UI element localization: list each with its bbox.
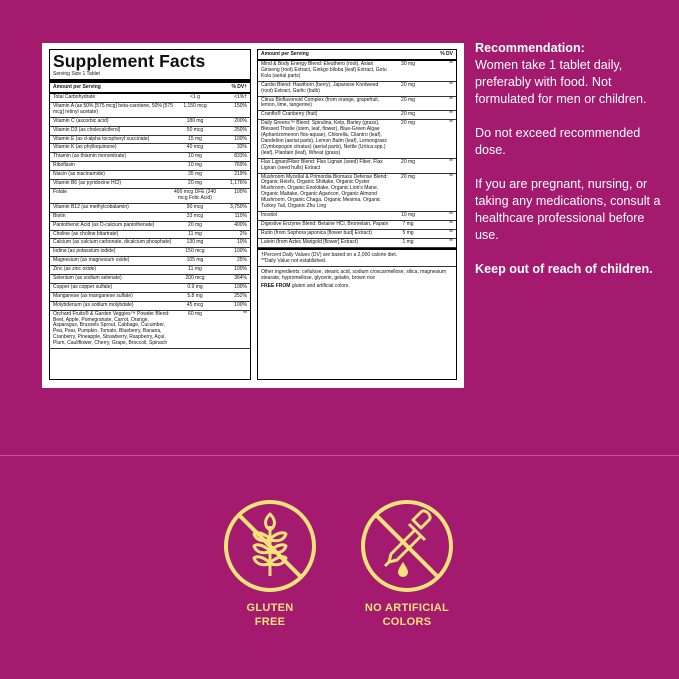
nutrient-name: Daily Greens™ Blend: Spirulina, Kelp, Barley (grass), Blessed Thistle (stem, leaf, flower), Blue-Green Algae (Aphanizomenon flos-aquae), Chlorella, Cilantro (leaf), Dandelion (aerial parts), Lemon Balm (leaf), Lemongrass (Cymbopogon citratus) (aerial parts), Nettle (Urtica spp.) (leaf), Plantain (leaf), Wheat (grass) bbox=[261, 120, 387, 156]
nutrient-amount: 11 mg bbox=[188, 266, 202, 273]
nutrient-amount: 60 mg bbox=[188, 310, 202, 317]
nutrient-dv: ** bbox=[449, 220, 453, 227]
nutrient-amount: 15 mg bbox=[188, 135, 202, 142]
nutrient-dv: 100% bbox=[234, 301, 247, 308]
facts-row bbox=[258, 212, 456, 221]
nutrient-amount: 0.9 mg bbox=[187, 283, 203, 290]
facts-row bbox=[50, 266, 250, 275]
nutrient-amount: 40 mcg bbox=[186, 144, 204, 151]
facts-row bbox=[50, 284, 250, 293]
facts-row bbox=[50, 118, 250, 127]
supplement-facts-panel bbox=[42, 43, 464, 388]
nutrient-name: Vitamin K (as phylloquinone) bbox=[53, 144, 117, 151]
nutrient-dv: ** bbox=[449, 173, 453, 180]
nutrient-amount: 200 mcg bbox=[185, 275, 205, 282]
nutrient-amount: 10 mg bbox=[188, 153, 202, 160]
nutrient-amount: 20 mg bbox=[401, 173, 415, 180]
free-from-text: gluten and artificial colors. bbox=[291, 282, 350, 289]
no-artificial-colors-icon bbox=[359, 498, 455, 594]
nutrient-amount: 20 mg bbox=[401, 111, 415, 118]
nutrient-name: Cardio Blend: Hawthorn (berry), Japanese Knotweed (root) Extract, Garlic (bulb) bbox=[261, 81, 379, 94]
nutrient-amount: <1 g bbox=[190, 94, 200, 100]
facts-row bbox=[50, 239, 250, 248]
nutrient-amount: 5.8 mg bbox=[187, 292, 203, 299]
nutrient-dv: ** bbox=[449, 61, 453, 67]
header-dv: % DV† bbox=[231, 84, 247, 90]
gluten-free-line2: FREE bbox=[254, 616, 286, 628]
nutrient-dv: 150% bbox=[234, 102, 247, 109]
nutrient-name: Total Carbohydrate bbox=[53, 94, 96, 100]
nutrient-name: Vitamin B12 (as methylcobalamin) bbox=[53, 203, 129, 210]
nutrient-amount: 105 mg bbox=[186, 257, 204, 264]
nutrient-name: Iodine (as potassium iodide) bbox=[53, 248, 116, 255]
facts-title: Supplement Facts bbox=[53, 51, 206, 71]
nutrient-amount: 1,150 mcg bbox=[183, 102, 207, 109]
gluten-free-line1: GLUTEN bbox=[246, 602, 294, 614]
nutrient-name: Molybdenum (as sodium molybdate) bbox=[53, 301, 134, 308]
section-divider bbox=[0, 455, 679, 456]
nutrient-amount: 20 mg bbox=[188, 180, 202, 187]
nutrient-name: Niacin (as niacinamide) bbox=[53, 171, 105, 178]
free-from-label: FREE FROM bbox=[261, 282, 291, 289]
nutrient-name: Vitamin E (as d-alpha tocopheryl succinate) bbox=[53, 135, 150, 142]
nutrient-dv: 219% bbox=[234, 171, 247, 178]
facts-row bbox=[50, 231, 250, 240]
serving-size: Serving Size 1 Tablet bbox=[50, 70, 250, 83]
nutrient-dv: 100% bbox=[234, 248, 247, 255]
nutrient-amount: 150 mcg bbox=[185, 248, 205, 255]
nutrient-amount: 20 mg bbox=[401, 120, 415, 127]
header-amount: Amount per Serving bbox=[53, 84, 101, 90]
nutrient-dv: 100% bbox=[234, 188, 247, 195]
other-ingredients: Other ingredients: cellulose, stearic acid, sodium croscarmellose, silica, magnesium stearate, hypromellose, glycerin, gelatin, brown rice bbox=[261, 268, 447, 281]
nutrient-name: Magnesium (as magnesium oxide) bbox=[53, 257, 130, 264]
nutrient-dv: 100% bbox=[234, 266, 247, 273]
nutrient-dv: 252% bbox=[234, 292, 247, 299]
dose-warning: Do not exceed recommended dose. bbox=[475, 126, 641, 157]
no-artificial-colors-label bbox=[347, 601, 467, 629]
nutrient-dv: 200% bbox=[234, 117, 247, 124]
recommendation-text: Women take 1 tablet daily, preferably with food. Not formulated for men or children. bbox=[475, 58, 647, 106]
nutrient-name: Biotin bbox=[53, 212, 66, 219]
nutrient-amount: 20 mg bbox=[401, 81, 415, 88]
gluten-free-label bbox=[215, 601, 325, 629]
nutrient-name: Rutin (from Sophora japonica [flower bud] Extract) bbox=[261, 229, 372, 236]
nutrient-dv: ** bbox=[449, 96, 453, 103]
nutrient-name: Copper (as copper sulfate) bbox=[53, 283, 113, 290]
facts-row bbox=[258, 174, 456, 212]
facts-row bbox=[50, 136, 250, 145]
nutrient-dv: ** bbox=[449, 238, 453, 245]
nutrient-dv: ** bbox=[449, 158, 453, 165]
nutrient-name: Citrus Bioflavonoid Complex (from orange, grapefruit, lemon, lime, tangerine) bbox=[261, 96, 380, 109]
nutrient-dv: ** bbox=[449, 111, 453, 118]
facts-right-rows bbox=[258, 61, 456, 248]
nutrient-amount: 5 mg bbox=[402, 229, 414, 236]
no-artificial-colors-line1: NO ARTIFICIAL bbox=[364, 602, 450, 614]
nutrient-amount: 130 mg bbox=[186, 239, 204, 246]
nutrient-dv: 250% bbox=[234, 126, 247, 133]
usage-info bbox=[475, 40, 665, 295]
facts-row bbox=[258, 97, 456, 112]
nutrient-dv: 100% bbox=[234, 135, 247, 142]
recommendation-title: Recommendation: bbox=[475, 41, 585, 55]
facts-row bbox=[50, 293, 250, 302]
nutrient-dv: <1%† bbox=[234, 94, 247, 100]
no-artificial-colors-line2: COLORS bbox=[382, 616, 432, 628]
footnotes bbox=[258, 248, 456, 266]
nutrient-dv: 33% bbox=[236, 144, 247, 151]
nutrient-name: Flax Lignan/Fiber Blend: Flax Lignan (seed) Fiber, Flax Lignan (seed hulls) Extract bbox=[261, 158, 383, 171]
nutrient-name: Zinc (as zinc oxide) bbox=[53, 266, 97, 273]
nutrient-name: Vitamin D3 (as cholecalciferol) bbox=[53, 126, 121, 133]
nutrient-dv: 364% bbox=[234, 275, 247, 282]
nutrient-dv: ** bbox=[449, 211, 453, 218]
facts-row bbox=[50, 213, 250, 222]
header-amount-right: Amount per Serving bbox=[261, 51, 309, 57]
nutrient-name: Choline (as choline bitartrate) bbox=[53, 230, 119, 237]
facts-row bbox=[50, 257, 250, 266]
nutrient-name: Cranflo® Cranberry (fruit) bbox=[261, 111, 318, 118]
nutrient-amount: 11 mg bbox=[188, 230, 202, 237]
nutrient-amount: 1 mg bbox=[402, 238, 414, 245]
nutrient-name: Calcium (as calcium carbonate, dicalcium phosphate) bbox=[53, 239, 172, 246]
nutrient-amount: 50 mcg bbox=[186, 126, 204, 133]
nutrient-dv: ** bbox=[243, 310, 247, 317]
facts-row bbox=[258, 111, 456, 120]
facts-row bbox=[50, 180, 250, 189]
nutrient-name: Inositol bbox=[261, 211, 277, 218]
facts-header bbox=[50, 83, 250, 94]
nutrient-name: Vitamin C (ascorbic acid) bbox=[53, 117, 109, 124]
facts-row bbox=[50, 311, 250, 349]
footnote-dv: †Percent Daily Values (DV) are based on a 2,000 calorie diet. bbox=[261, 251, 398, 258]
nutrient-name: Pantothenic Acid (as D-calcium pantothenate) bbox=[53, 221, 155, 228]
facts-row bbox=[258, 61, 456, 82]
facts-row bbox=[50, 189, 250, 204]
nutrient-dv: 10% bbox=[236, 239, 247, 246]
facts-row bbox=[50, 302, 250, 311]
nutrient-amount: 30 mg bbox=[401, 61, 415, 67]
facts-row bbox=[50, 127, 250, 136]
nutrient-dv: 400% bbox=[234, 221, 247, 228]
facts-right-column bbox=[257, 49, 457, 380]
gluten-free-icon bbox=[222, 498, 318, 594]
nutrient-amount: 90 mcg bbox=[186, 203, 204, 210]
nutrient-amount: 10 mg bbox=[401, 211, 415, 218]
facts-row bbox=[50, 275, 250, 284]
facts-row bbox=[258, 120, 456, 158]
nutrient-dv: ** bbox=[449, 120, 453, 127]
header-dv-right: % DV bbox=[440, 51, 453, 57]
nutrient-name: Lutein (from Aztec Marigold [flower] Extract) bbox=[261, 238, 358, 245]
nutrient-amount: 33 mcg bbox=[186, 212, 204, 219]
nutrient-dv: 110% bbox=[234, 212, 247, 219]
nutrient-name: Mind & Body Energy Blend: Eleuthero (root), Asian Ginseng (root) Extract, Ginkgo biloba (leaf) Extract, Gotu Kola (aerial parts) bbox=[261, 61, 387, 79]
nutrient-amount: 20 mg bbox=[401, 158, 415, 165]
facts-row bbox=[50, 162, 250, 171]
nutrient-dv: 833% bbox=[234, 153, 247, 160]
nutrient-amount: 45 mcg bbox=[186, 301, 204, 308]
nutrient-name: Digestive Enzyme Blend: Betaine HCl, Bromelain, Papain bbox=[261, 220, 389, 227]
facts-row bbox=[50, 153, 250, 162]
facts-row bbox=[258, 221, 456, 230]
free-from-line bbox=[261, 283, 453, 289]
facts-row bbox=[50, 94, 250, 103]
facts-row bbox=[258, 159, 456, 174]
nutrient-dv: ** bbox=[449, 229, 453, 236]
nutrient-dv: 769% bbox=[234, 162, 247, 169]
nutrient-amount: 35 mg bbox=[188, 171, 202, 178]
nutrient-name: Folate bbox=[53, 188, 67, 195]
nutrient-dv: 2% bbox=[239, 230, 247, 237]
facts-left-column bbox=[49, 49, 251, 380]
nutrient-dv: 25% bbox=[236, 257, 247, 264]
nutrient-name: Vitamin B6 (as pyridoxine HCl) bbox=[53, 180, 121, 187]
facts-row bbox=[50, 222, 250, 231]
facts-row bbox=[50, 204, 250, 213]
facts-row bbox=[50, 144, 250, 153]
nutrient-amount: 10 mg bbox=[188, 162, 202, 169]
facts-row bbox=[50, 248, 250, 257]
facts-row bbox=[50, 103, 250, 118]
nutrient-amount: 7 mg bbox=[402, 220, 414, 227]
nutrient-dv: 1,176% bbox=[230, 180, 247, 187]
nutrient-name: Riboflavin bbox=[53, 162, 75, 169]
keep-out-warning: Keep out of reach of children. bbox=[475, 262, 653, 276]
pregnancy-warning: If you are pregnant, nursing, or taking any medications, consult a healthcare professional before use. bbox=[475, 177, 661, 242]
nutrient-dv: ** bbox=[449, 81, 453, 88]
nutrient-dv: 100% bbox=[234, 283, 247, 290]
facts-row bbox=[258, 82, 456, 97]
nutrient-amount: 20 mg bbox=[401, 96, 415, 103]
nutrient-name: Manganese (as manganese sulfate) bbox=[53, 292, 133, 299]
nutrient-amount: 400 mcg DFE (240 mcg Folic Acid) bbox=[174, 188, 216, 201]
nutrient-name: Vitamin A (as 50% [575 mcg] beta-carotene, 50% [575 mcg] retinyl acetate) bbox=[53, 102, 173, 115]
nutrient-name: Orchard Fruits® & Garden Veggies™ Powder Blend: Beet, Apple, Pomegranate, Carrot, Orange, Asparagus, Brussels Sprout, Cabbage, Cucumber, Pea, Pear, Pumpkin, Tomato, Blueberry, Banana, Cranberry, Pineapple, Strawberry, Raspberry, Açaí, Plum, Cauliflower, Cherry, Grape, Broccoli, Spinach bbox=[53, 310, 170, 347]
footnote-not-established: **Daily Value not established. bbox=[261, 257, 327, 264]
nutrient-amount: 180 mg bbox=[186, 117, 204, 124]
facts-right-header bbox=[258, 50, 456, 61]
other-ingredients-block bbox=[258, 266, 456, 291]
nutrient-name: Mushroom Mycelial & Primordia Biomass Defense Blend: Organic Reishi, Organic Shiitake, Organic Oyster Mushroom, Organic Enokitake, Organic Lion's Mane, Organic Maitake, Organic Agaricon, Organic Almond Mushroom, Organic Chaga, Organic Mesima, Organic Turkey Tail, Organic Zhu Ling bbox=[261, 173, 388, 210]
nutrient-dv: 3,750% bbox=[230, 203, 247, 210]
nutrient-amount: 20 mg bbox=[188, 221, 202, 228]
facts-row bbox=[258, 230, 456, 239]
nutrient-name: Selenium (as sodium selenate) bbox=[53, 275, 122, 282]
nutrient-name: Thiamin (as thiamin mononitrate) bbox=[53, 153, 127, 160]
facts-row bbox=[50, 171, 250, 180]
facts-left-rows bbox=[50, 94, 250, 349]
facts-row bbox=[258, 239, 456, 248]
